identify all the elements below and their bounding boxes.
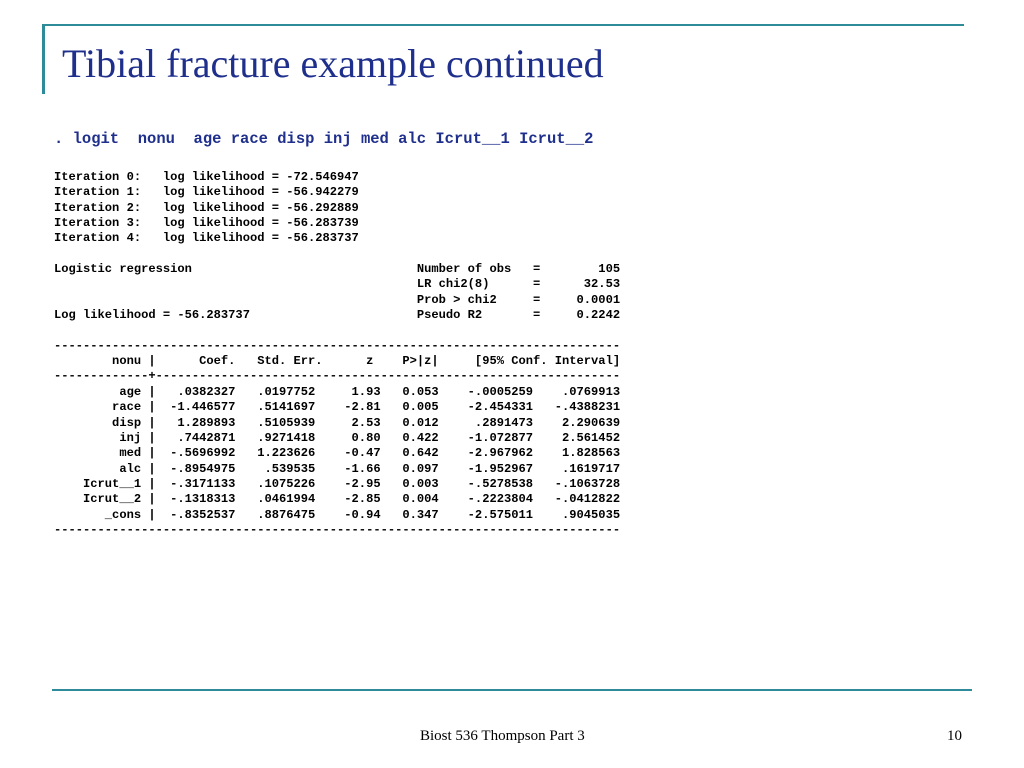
output-line: nonu | Coef. Std. Err. z P>|z| [95% Conf. Interval] (54, 354, 621, 369)
output-line: -------------+---------------------------------------------------------------- (54, 369, 621, 384)
output-line: Icrut__2 | -.1318313 .0461994 -2.85 0.004 -.2223804 -.0412822 (54, 492, 621, 507)
output-line: Iteration 0: log likelihood = -72.546947 (54, 170, 359, 184)
output-line: Prob > chi2 = 0.0001 (54, 292, 621, 307)
footer-text: Biost 536 Thompson Part 3 (420, 728, 585, 744)
slide-frame-left-line (42, 24, 45, 94)
output-line: age | .0382327 .0197752 1.93 0.053 -.0005259 .0769913 (54, 384, 621, 399)
output-line: ------------------------------------------------------------------------------ (54, 522, 621, 537)
output-line: Iteration 2: log likelihood = -56.292889 (54, 200, 359, 215)
output-line: med | -.5696992 1.223626 -0.47 0.642 -2.967962 1.828563 (54, 446, 621, 461)
slide-frame-top-line (42, 24, 964, 26)
output-line: disp | 1.289893 .5105939 2.53 0.012 .2891473 2.290639 (54, 415, 621, 430)
stata-command: . logit nonu age race disp inj med alc Icrut__1 Icrut__2 (54, 130, 594, 148)
output-line: Log likelihood = -56.283737 Pseudo R2 = 0.2242 (54, 308, 621, 323)
output-line: inj | .7442871 .9271418 0.80 0.422 -1.072877 2.561452 (54, 430, 621, 445)
output-line: Logistic regression Number of obs = 105 (54, 262, 621, 277)
output-line: Iteration 1: log likelihood = -56.942279 (54, 185, 359, 200)
output-line: Iteration 4: log likelihood = -56.283737 (54, 231, 359, 246)
output-line: race | -1.446577 .5141697 -2.81 0.005 -2.454331 -.4388231 (54, 400, 621, 415)
page-number: 10 (947, 728, 962, 744)
output-line: Iteration 3: log likelihood = -56.283739 (54, 216, 359, 231)
output-line: _cons | -.8352537 .8876475 -0.94 0.347 -2.575011 .9045035 (54, 507, 621, 522)
slide-title: Tibial fracture example continued (62, 41, 604, 86)
output-line: LR chi2(8) = 32.53 (54, 277, 621, 292)
output-line: Icrut__1 | -.3171133 .1075226 -2.95 0.003 -.5278538 -.1063728 (54, 476, 621, 491)
output-line: alc | -.8954975 .539535 -1.66 0.097 -1.952967 .1619717 (54, 461, 621, 476)
slide-footer-line (52, 689, 972, 691)
output-line: ------------------------------------------------------------------------------ (54, 338, 621, 353)
stata-output-block (54, 170, 620, 538)
